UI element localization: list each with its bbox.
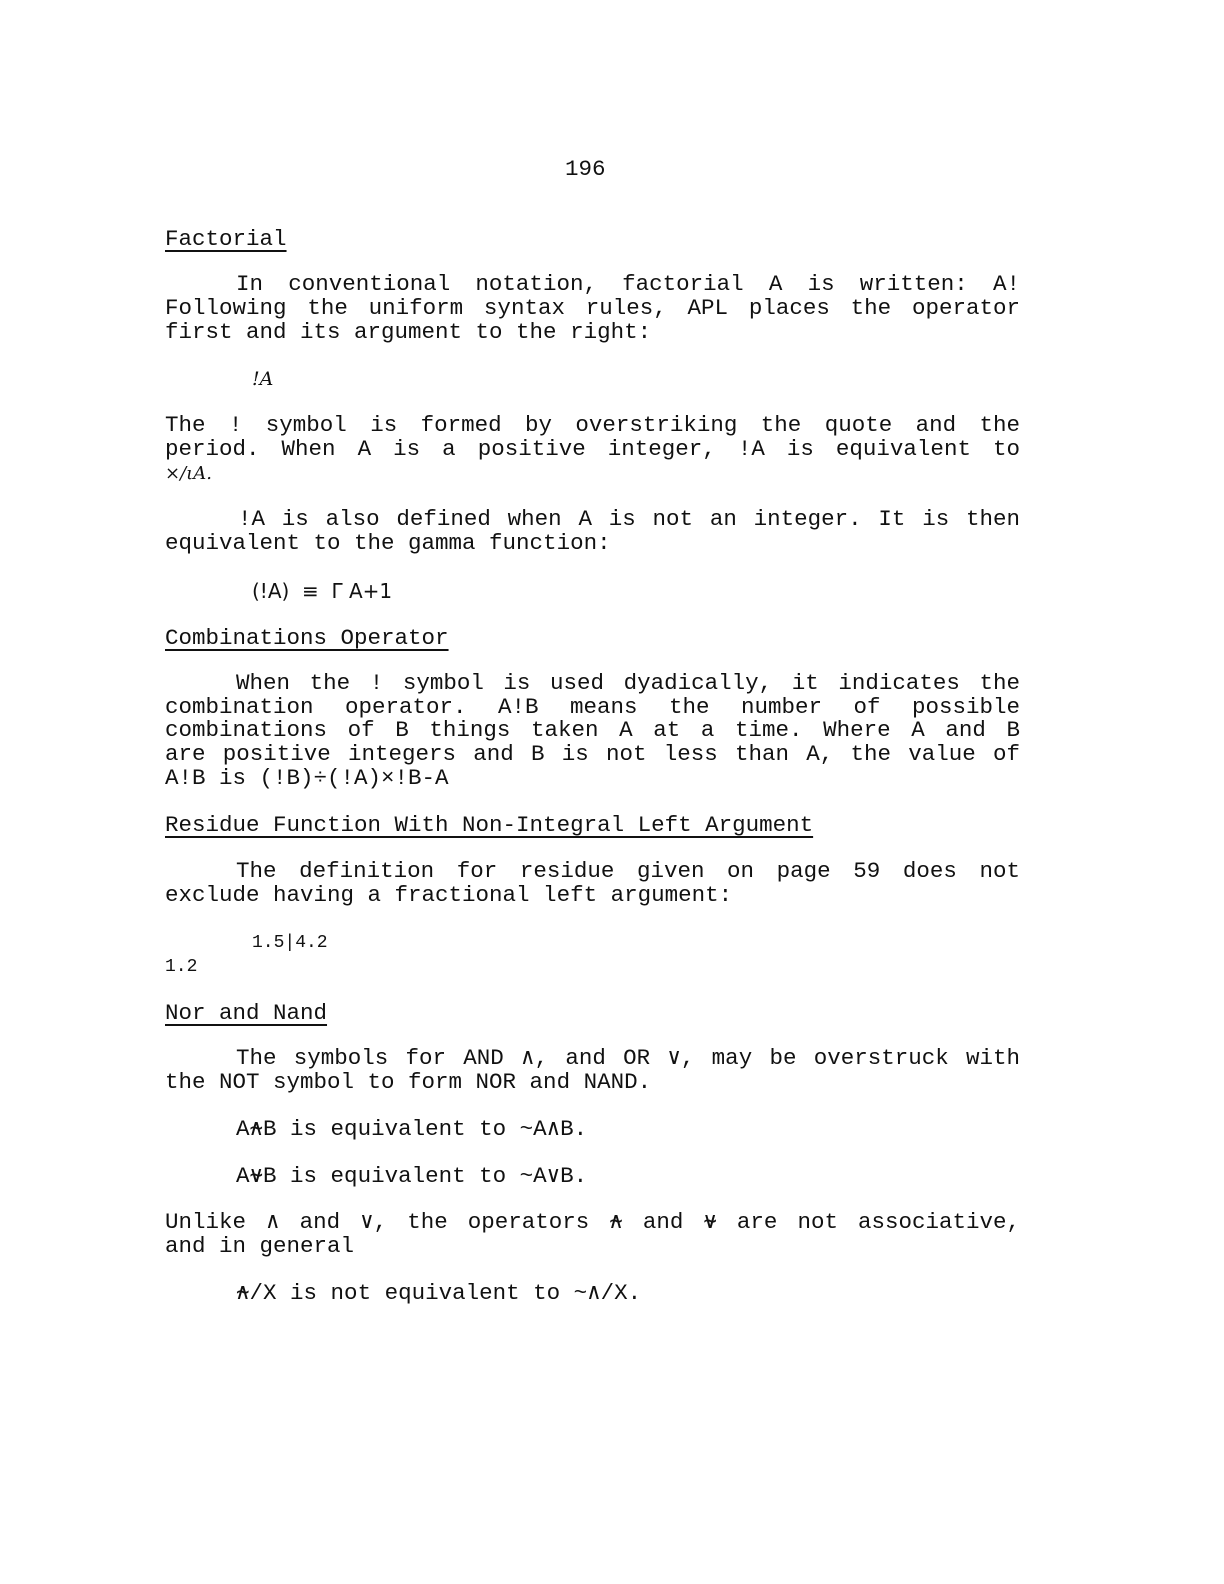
residue-line1: The definition for residue given on page 59 does not — [236, 858, 1020, 884]
nand-equivalence: A⍲B is equivalent to ~A∧B. — [236, 1116, 588, 1142]
combinations-line4: are positive integers and B is not less than A, the value of — [165, 741, 1020, 767]
heading-residue: Residue Function With Non-Integral Left Argument — [165, 812, 814, 838]
nor-equivalence: A⍱B is equivalent to ~A∨B. — [236, 1163, 588, 1189]
unlike-line2: and in general — [165, 1233, 355, 1259]
factorial-para3-line1: !A is also defined when A is not an integer. It is then — [238, 506, 1020, 532]
residue-line2: exclude having a fractional left argument: — [165, 882, 733, 908]
factorial-para2-line2: period. When A is a positive integer, !A is equivalent to — [165, 436, 1020, 462]
combinations-line2: combination operator. A!B means the number of possible — [165, 694, 1020, 720]
heading-factorial: Factorial — [165, 226, 287, 252]
factorial-para2-line1: The ! symbol is formed by overstriking the quote and the — [165, 412, 1020, 438]
factorial-para2-line3: ×/ιA. — [165, 463, 212, 484]
heading-nor-nand: Nor and Nand — [165, 1000, 328, 1026]
combinations-line3: combinations of B things taken A at a time. Where A and B — [165, 717, 1020, 743]
unlike-line1: Unlike ∧ and ∨, the operators ⍲ and ⍱ are not associative, — [165, 1209, 1020, 1235]
factorial-para1-line3: first and its argument to the right: — [165, 319, 652, 345]
nand-reduction-statement: ⍲/X is not equivalent to ~∧/X. — [236, 1280, 642, 1306]
nor-nand-line2: the NOT symbol to form NOR and NAND. — [165, 1069, 652, 1095]
factorial-para1-line1: In conventional notation, factorial A is written: A! — [236, 271, 1020, 297]
combinations-line1: When the ! symbol is used dyadically, it indicates the — [236, 670, 1020, 696]
heading-combinations: Combinations Operator — [165, 625, 449, 651]
factorial-para1-line2: Following the uniform syntax rules, APL places the operator — [165, 295, 1020, 321]
nor-nand-line1: The symbols for AND ∧, and OR ∨, may be overstruck with — [236, 1045, 1020, 1071]
combinations-line5: A!B is (!B)÷(!A)×!B-A — [165, 765, 449, 791]
gamma-formula: (!A) ≡ Γ A+1 — [252, 579, 393, 603]
residue-output: 1.2 — [165, 957, 198, 977]
factorial-example: !A — [252, 368, 274, 390]
residue-input: 1.5|4.2 — [252, 933, 328, 953]
page-number: 196 — [565, 156, 606, 182]
factorial-para3-line2: equivalent to the gamma function: — [165, 530, 611, 556]
